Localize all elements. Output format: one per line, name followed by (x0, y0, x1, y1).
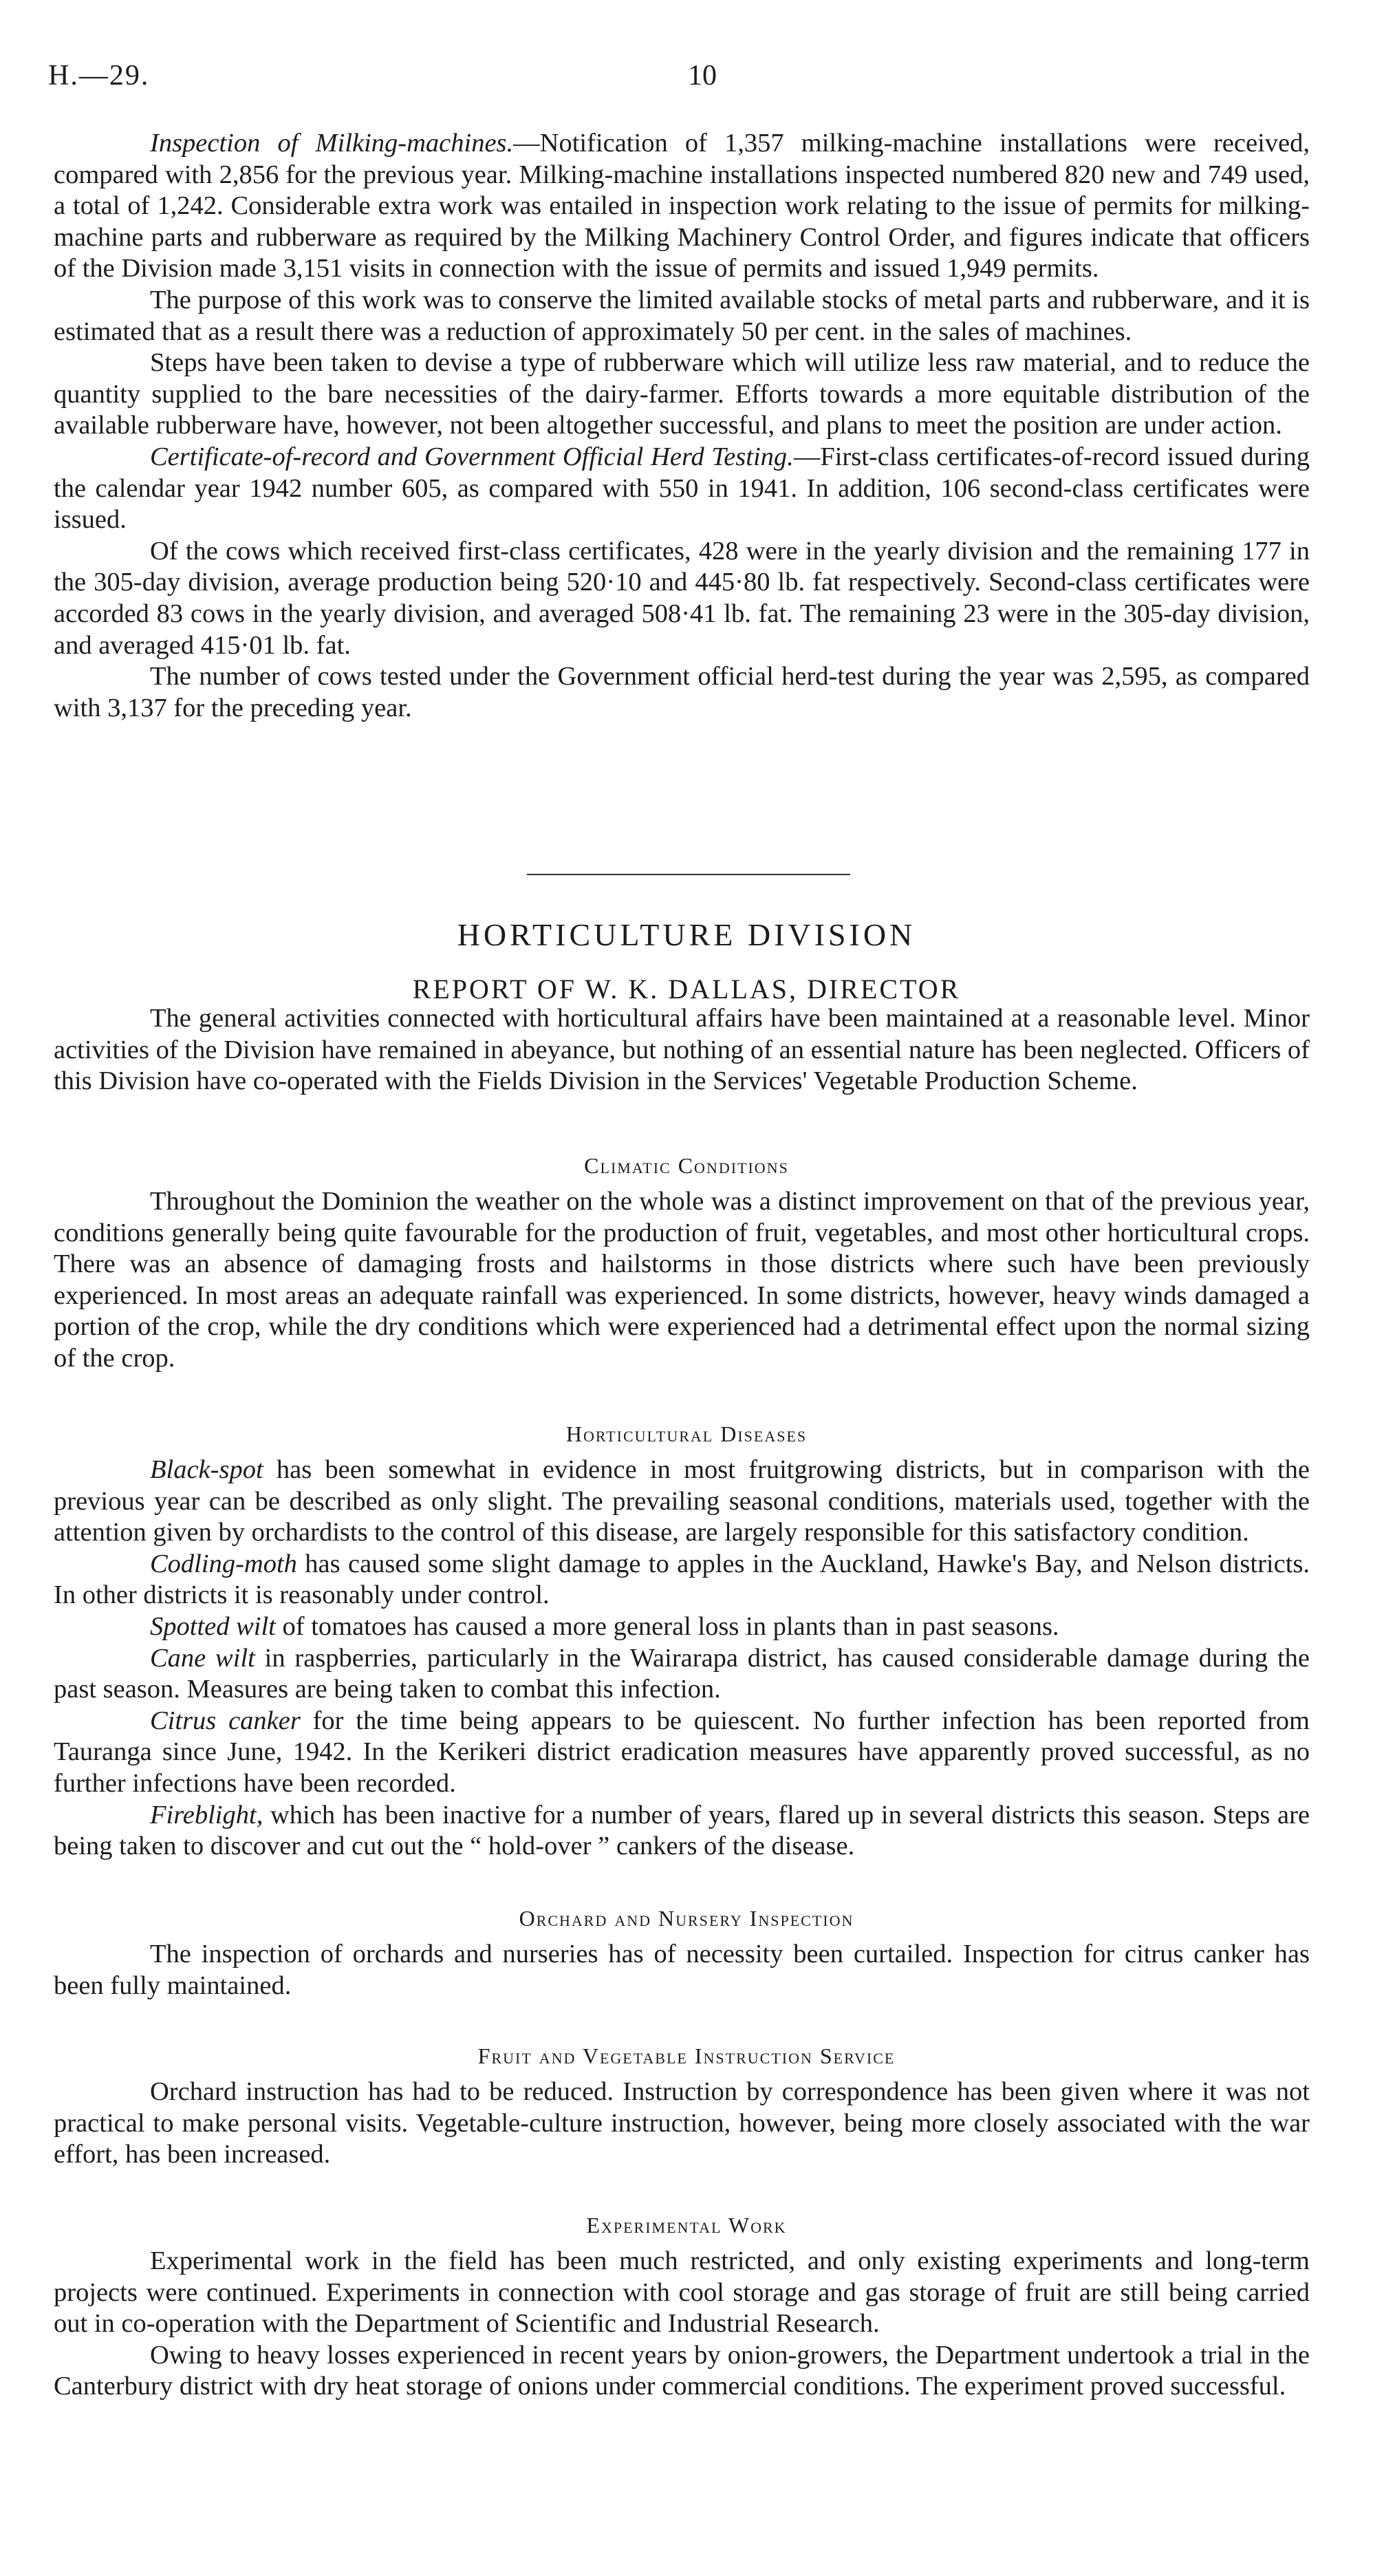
horticultural-diseases-heading: Horticultural Diseases (565, 1421, 808, 1446)
paragraph (54, 1643, 1310, 1706)
paragraph-text: —First-class certificates-of-record issued during the calendar year 1942 number 605, as compared with 550 in 1941. In addition, 106 second-class certificates were issued. (54, 442, 1310, 535)
paragraph-lead: Cane wilt (150, 1643, 255, 1673)
paragraph (54, 536, 1310, 661)
paragraph-text: The inspection of orchards and nurseries has of necessity been curtailed. Inspection for citrus canker has been fully maintained. (54, 1940, 1310, 2000)
paragraph (54, 1549, 1310, 1611)
paragraph-text: has caused some slight damage to apples in the Auckland, Hawke's Bay, and Nelson districts. In other districts it is reasonably under control. (54, 1549, 1310, 1610)
paragraph (54, 1611, 1310, 1643)
paragraph-text: for the time being appears to be quiescent. No further infection has been reported from Tauranga since June, 1942. In the Kerikeri district eradication measures have apparently proved successful, as no further infections have been recorded. (54, 1706, 1310, 1798)
document-reference: H.—29. (48, 60, 150, 92)
division-title: HORTICULTURE DIVISION (457, 917, 916, 952)
intro-section (54, 1003, 1310, 1097)
section-divider (527, 874, 850, 875)
paragraph (54, 1455, 1310, 1549)
experimental-work-heading: Experimental Work (586, 2213, 787, 2237)
report-title: REPORT OF W. K. DALLAS, DIRECTOR (412, 974, 961, 1005)
paragraph-text: has been somewhat in evidence in most fruitgrowing districts, but in comparison with the previous year can be described as only slight. The prevailing seasonal conditions, materials used, together with the attention given by orchardists to the control of this disease, are largely responsible for this satisfactory condition. (54, 1455, 1310, 1547)
paragraph-lead: Inspection of Milking-machines. (150, 129, 514, 158)
paragraph-text: —Notification of 1,357 milking-machine installations were received, compared with 2,856 for the previous year. Milking-machine installations inspected numbered 820 new and 749 used, a total of 1,242. Considerable extra work was entailed in inspection work relating to the issue of permits for milking-machine parts and rubberware as required by the Milking Machinery Control Order, and figures indicate that officers of the Division made 3,151 visits in connection with the issue of permits and issued 1,949 permits. (54, 129, 1310, 283)
paragraph-text: of tomatoes has caused a more general loss in plants than in past seasons. (275, 1611, 1059, 1641)
paragraph (54, 442, 1310, 536)
paragraph-text: Orchard instruction has had to be reduced. Instruction by correspondence has been given where it was not practical to make personal visits. Vegetable-culture instruction, however, being more closely associated with the war effort, has been increased. (54, 2077, 1310, 2169)
paragraph (54, 285, 1310, 347)
paragraph-lead: Codling-moth (150, 1549, 297, 1578)
paragraph-lead: Fireblight, (150, 1800, 263, 1829)
paragraph (54, 1186, 1310, 1375)
fruit-section (54, 2076, 1310, 2171)
paragraph (54, 1939, 1310, 2001)
diseases-section (54, 1455, 1310, 1863)
paragraph-text: Throughout the Dominion the weather on the whole was a distinct improvement on that of the previous year, conditions generally being quite favourable for the production of fruit, vegetables, and most other horticultural crops. There was an absence of damaging frosts and hailstorms in those districts where such have been previously experienced. In most areas an adequate rainfall was experienced. In some districts, however, heavy winds damaged a portion of the crop, while the dry conditions which were experienced had a detrimental effect upon the normal sizing of the crop. (54, 1187, 1310, 1373)
paragraph (54, 661, 1310, 724)
paragraph (54, 2076, 1310, 2171)
paragraph (54, 1706, 1310, 1800)
paragraph (54, 1800, 1310, 1863)
paragraph-text: which has been inactive for a number of years, flared up in several districts this season. Steps are being taken to discover and cut out the “ hold-over ” cankers of the disease. (54, 1800, 1310, 1861)
paragraph-text: Steps have been taken to devise a type of rubberware which will utilize less raw material, and to reduce the quantity supplied to the bare necessities of the dairy-farmer. Efforts towards a more equitable distribution of the available rubberware have, however, not been altogether successful, and plans to meet the position are under action. (54, 348, 1310, 440)
orchard-section (54, 1939, 1310, 2001)
orchard-nursery-heading: Orchard and Nursery Inspection (519, 1906, 854, 1931)
milking-section (54, 128, 1310, 724)
paragraph-lead: Certificate-of-record and Government Official Herd Testing. (150, 442, 794, 471)
paragraph (54, 1003, 1310, 1097)
paragraph (54, 2246, 1310, 2340)
page-number: 10 (688, 60, 717, 92)
climatic-section (54, 1186, 1310, 1375)
climatic-conditions-heading: Climatic Conditions (584, 1153, 789, 1178)
paragraph (54, 347, 1310, 442)
paragraph-text: in raspberries, particularly in the Wairarapa district, has caused considerable damage during the past season. Measures are being taken to combat this infection. (54, 1643, 1310, 1704)
paragraph (54, 2340, 1310, 2403)
paragraph-text: The number of cows tested under the Government official herd-test during the year was 2,595, as compared with 3,137 for the preceding year. (54, 662, 1310, 722)
paragraph-text: The purpose of this work was to conserve the limited available stocks of metal parts and rubberware, and it is estimated that as a result there was a reduction of approximately 50 per cent. in the sales of machines. (54, 285, 1310, 346)
paragraph-text: Experimental work in the field has been much restricted, and only existing experiments and long-term projects were continued. Experiments in connection with cool storage and gas storage of fruit are still being carried out in co-operation with the Department of Scientific and Industrial Research. (54, 2246, 1310, 2339)
paragraph-text: Owing to heavy losses experienced in recent years by onion-growers, the Department undertook a trial in the Canterbury district with dry heat storage of onions under commercial conditions. The experiment proved successful. (54, 2340, 1310, 2401)
paragraph-lead: Citrus canker (150, 1706, 301, 1735)
paragraph-lead: Black-spot (150, 1455, 263, 1484)
paragraph-text: Of the cows which received first-class certificates, 428 were in the yearly division and the remaining 177 in the 305-day division, average production being 520·10 and 445·80 lb. fat respectively. Second-class certificates were accorded 83 cows in the yearly division, and averaged 508·41 lb. fat. The remaining 23 were in the 305-day division, and averaged 415·01 lb. fat. (54, 536, 1310, 660)
paragraph-lead: Spotted wilt (150, 1611, 276, 1641)
paragraph (54, 128, 1310, 285)
paragraph-text: The general activities connected with horticultural affairs have been maintained at a reasonable level. Minor activities of the Division have remained in abeyance, but nothing of an essential nature has been neglected. Officers of this Division have co-operated with the Fields Division in the Services' Vegetable Production Scheme. (54, 1004, 1310, 1096)
experimental-section (54, 2246, 1310, 2403)
fruit-vegetable-heading: Fruit and Vegetable Instruction Service (477, 2043, 896, 2068)
